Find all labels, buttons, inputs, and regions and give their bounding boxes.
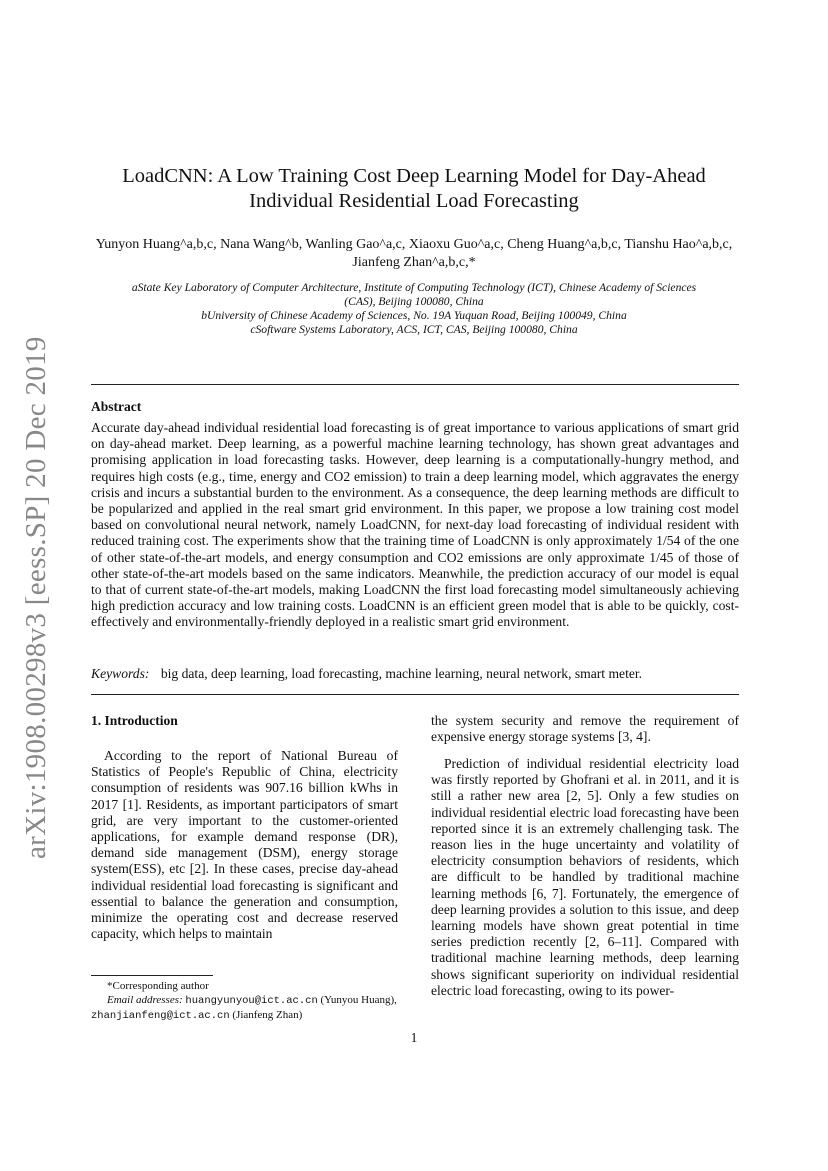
author-list [80, 236, 748, 272]
authors-line-1: Yunyon Huang^a,b,c, Nana Wang^b, Wanling Gao^a,c, Xiaoxu Guo^a,c, Cheng Huang^a,b,c, Tianshu Hao^a,b,c, [95, 237, 733, 252]
email-link-1[interactable]: huangyunyou@ict.ac.cn [185, 995, 318, 1007]
page-number: 1 [410, 1030, 418, 1045]
footnote-rule [91, 975, 213, 976]
email-link-2[interactable]: zhanjianfeng@ict.ac.cn [91, 1010, 230, 1022]
keywords-line [91, 666, 739, 682]
affiliation-a-line-1: aState Key Laboratory of Computer Architecture, Institute of Computing Technology (ICT), Chinese Academy of Sciences [131, 281, 697, 294]
top-rule [91, 384, 739, 385]
abstract-text: Accurate day-ahead individual residential load forecasting is of great importance to various applications of smart grid on day-ahead market. Deep learning, as a powerful machine learning technology, has shown great advantages and promising application in load forecasting tasks. However, deep learning is a computationally-hungry method, and requires high costs (e.g., time, energy and CO2 emission) to train a deep learning model, which aggravates the energy crisis and incurs a substantial burden to the environment. As a consequence, the deep learning methods are difficult to be popularized and applied in the real smart grid environment. In this paper, we propose a low training cost model based on convolutional neural network, namely LoadCNN, for next-day load forecasting of individual resident with reduced training cost. The experiments show that the training time of LoadCNN is only approximately 1/54 of the one of other state-of-the-art models, and energy consumption and CO2 emissions are only approximate 1/45 of those of other state-of-the-art models based on the same indicators. Meanwhile, the prediction accuracy of our model is equal to that of current state-of-the-art models, making LoadCNN the first load forecasting model simultaneously achieving high prediction accuracy and low training costs. LoadCNN is an efficient green model that is able to be quickly, cost-effectively and environmentally-friendly deployed in a realistic smart grid environment. [91, 420, 739, 630]
intro-right-paragraph-1: the system security and remove the requirement of expensive energy storage systems [3, 4]. [431, 713, 739, 745]
bottom-rule [91, 694, 739, 695]
title-line-2: Individual Residential Load Forecasting [249, 190, 579, 212]
abstract-heading: Abstract [91, 399, 142, 414]
title-line-1: LoadCNN: A Low Training Cost Deep Learning Model for Day-Ahead [122, 165, 706, 187]
affiliation-a-line-2: (CAS), Beijing 100080, China [344, 295, 484, 308]
footnote-name-2: (Jianfeng Zhan) [232, 1009, 303, 1021]
keywords-label: Keywords: [91, 666, 150, 681]
keywords-text: big data, deep learning, load forecasting, machine learning, neural network, smart meter. [160, 666, 643, 681]
footnote-name-1: (Yunyou Huang), [320, 994, 397, 1006]
arxiv-stamp: arXiv:1908.00298v3 [eess.SP] 20 Dec 2019 [20, 336, 52, 859]
footnote-emails [91, 993, 398, 1023]
intro-right-paragraph-2: Prediction of individual residential electricity load was firstly reported by Ghofrani et al. in 2011, and it is still a rather new area [2, 5]. Only a few studies on individual residential electric load forecasting have been reported since it is an extremely challenging task. The reason lies in the huge uncertainty and volatility of electricity consumption behaviors of residents, which are difficult to be handled by traditional machine learning methods [6, 7]. Fortunately, the emergence of deep learning provides a solution to this issue, and deep learning models have shown great potential in time series prediction recently [2, 6–11]. Compared with traditional machine learning methods, deep learning shows significant superiority on individual residential electric load forecasting, owing to its power- [431, 756, 739, 998]
footnote [91, 979, 398, 1023]
intro-left-paragraph: According to the report of National Bureau of Statistics of People's Republic of China, electricity consumption of residents was 907.16 billion kWhs in 2017 [1]. Residents, as important participators of smart grid, are very important to the customer-oriented applications, for example demand response (DR), demand side management (DSM), energy storage system(ESS), etc [2]. In these cases, precise day-ahead individual residential load forecasting is significant and essential to balance the generation and consumption, minimize the operating cost and decrease reserved capacity, which helps to maintain [91, 748, 398, 942]
section-heading-introduction: 1. Introduction [91, 713, 178, 728]
affiliations [70, 281, 758, 337]
authors-line-2: Jianfeng Zhan^a,b,c,* [352, 255, 476, 270]
affiliation-c: cSoftware Systems Laboratory, ACS, ICT, CAS, Beijing 100080, China [250, 323, 578, 336]
affiliation-b: bUniversity of Chinese Academy of Sciences, No. 19A Yuquan Road, Beijing 100049, China [201, 309, 627, 322]
footnote-corresponding: *Corresponding author [107, 980, 209, 992]
paper-title [0, 164, 828, 214]
footnote-email-label: Email addresses: [107, 994, 183, 1006]
